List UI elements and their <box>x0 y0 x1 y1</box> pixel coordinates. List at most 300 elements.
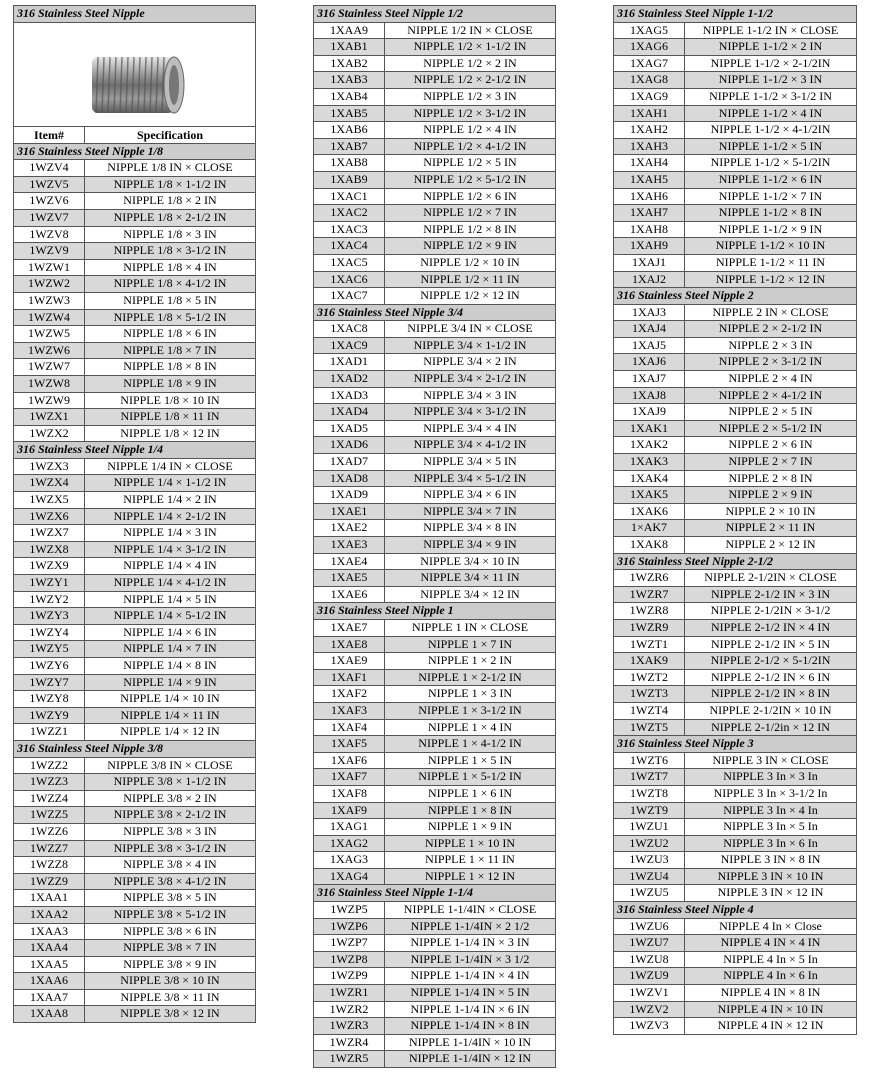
item-number: 1XAB2 <box>314 56 385 72</box>
section-title: 316 Stainless Steel Nipple 2-1/2 <box>614 554 856 571</box>
item-number: 1XAC3 <box>314 222 385 238</box>
specification: NIPPLE 1/4 IN × CLOSE <box>107 458 233 473</box>
table-row <box>14 243 255 260</box>
table-row <box>14 641 255 658</box>
specification: NIPPLE 3/8 × 3-1/2 IN <box>113 840 227 855</box>
specification: NIPPLE 1/2 × 7 IN <box>423 205 517 220</box>
item-number: 1WZX3 <box>14 459 85 475</box>
specification: NIPPLE 2-1/2IN × 10 IN <box>709 702 832 717</box>
specification: NIPPLE 2 × 5 IN <box>728 404 813 419</box>
section-title: 316 Stainless Steel Nipple 3/4 <box>314 305 555 322</box>
table-row <box>14 359 255 376</box>
specification: NIPPLE 1-1/4IN × CLOSE <box>403 902 537 917</box>
specification: NIPPLE 3/8 × 9 IN <box>123 956 217 971</box>
table-row <box>14 625 255 642</box>
table-row <box>614 172 856 189</box>
specification: NIPPLE 1/4 × 10 IN <box>120 691 220 706</box>
specification: NIPPLE 1/8 × 5-1/2 IN <box>113 309 227 324</box>
specification: NIPPLE 1/8 IN × CLOSE <box>107 160 233 175</box>
item-number: 1XAJ9 <box>614 404 685 420</box>
item-number: 1WZR1 <box>314 985 385 1001</box>
item-number: 1WZZ4 <box>14 791 85 807</box>
specification: NIPPLE 1/4 × 7 IN <box>123 641 217 656</box>
item-number: 1XAC7 <box>314 288 385 304</box>
item-number: 1WZW9 <box>14 393 85 409</box>
table-row <box>314 819 555 836</box>
specification: NIPPLE 3/4 × 11 IN <box>420 570 520 585</box>
table-row <box>614 1002 856 1019</box>
item-number: 1WZP6 <box>314 919 385 935</box>
specification: NIPPLE 1/2 × 1-1/2 IN <box>413 39 527 54</box>
specification: NIPPLE 3/4 × 7 IN <box>423 503 517 518</box>
table-row <box>614 803 856 820</box>
specification: NIPPLE 2-1/2 IN × 6 IN <box>710 669 831 684</box>
item-number: 1XAF5 <box>314 736 385 752</box>
specification: NIPPLE 1/2 × 5-1/2 IN <box>413 171 527 186</box>
item-number: 1XAA6 <box>14 973 85 989</box>
item-number: 1WZU9 <box>614 968 685 984</box>
specification: NIPPLE 3/4 × 4 IN <box>423 420 517 435</box>
specification: NIPPLE 1 × 7 IN <box>427 636 513 651</box>
table-row <box>314 255 555 272</box>
item-number: 1XAH2 <box>614 122 685 138</box>
item-number: 1WZT7 <box>614 769 685 785</box>
item-number: 1XAH9 <box>614 238 685 254</box>
item-number: 1XAK9 <box>614 653 685 669</box>
item-number: 1WZR8 <box>614 603 685 619</box>
item-number: 1WZY6 <box>14 658 85 674</box>
table-row <box>614 885 856 902</box>
specification: NIPPLE 3/4 × 3 IN <box>423 387 517 402</box>
specification: NIPPLE 2 × 11 IN <box>725 520 816 535</box>
table-row <box>614 238 856 255</box>
table-row <box>14 227 255 244</box>
section-title: 316 Stainless Steel Nipple 2 <box>614 288 856 305</box>
table-row <box>314 952 555 969</box>
item-number: 1WZR2 <box>314 1002 385 1018</box>
specification: NIPPLE 1/2 × 11 IN <box>420 271 520 286</box>
item-number: 1WZU1 <box>614 819 685 835</box>
item-number: 1XAB5 <box>314 106 385 122</box>
specification: NIPPLE 2 × 12 IN <box>725 537 816 551</box>
specification: NIPPLE 1-1/4 IN × 5 IN <box>410 985 530 1000</box>
item-number: 1WZW7 <box>14 359 85 375</box>
item-number: 1×AK7 <box>614 520 685 536</box>
item-number: 1WZU6 <box>614 919 685 935</box>
item-number: 1WZT8 <box>614 786 685 802</box>
specification: NIPPLE 1/8 × 3-1/2 IN <box>113 243 227 258</box>
specification: NIPPLE 1/2 × 3-1/2 IN <box>413 105 527 120</box>
item-number: 1WZX4 <box>14 475 85 491</box>
table-row <box>14 724 255 741</box>
column-1 <box>13 5 256 1023</box>
specification: NIPPLE 2 × 4 IN <box>728 371 813 386</box>
specification: NIPPLE 4 IN × 10 IN <box>717 1001 824 1016</box>
table-row <box>14 492 255 509</box>
table-row <box>314 769 555 786</box>
item-number: 1WZX7 <box>14 525 85 541</box>
table-row <box>614 985 856 1002</box>
table-row <box>314 720 555 737</box>
table-row <box>614 155 856 172</box>
table-row <box>14 558 255 575</box>
item-number: 1XAD1 <box>314 354 385 370</box>
item-number: 1WZP9 <box>314 968 385 984</box>
table-row <box>14 675 255 692</box>
table-row <box>614 968 856 985</box>
table-row <box>314 753 555 770</box>
specification: NIPPLE 2-1/2 IN × 8 IN <box>710 686 831 701</box>
table-row <box>314 122 555 139</box>
section-title: 316 Stainless Steel Nipple 1/4 <box>14 442 255 459</box>
table-row <box>314 404 555 421</box>
specification: NIPPLE 1/8 × 3 IN <box>123 226 217 241</box>
specification: NIPPLE 3/8 × 6 IN <box>123 923 217 938</box>
item-number: 1XAA4 <box>14 940 85 956</box>
item-number: 1WZZ2 <box>14 758 85 774</box>
specification: NIPPLE 3 In × 6 In <box>723 835 818 850</box>
item-number: 1WZW3 <box>14 293 85 309</box>
specification: NIPPLE 1/8 × 6 IN <box>123 326 217 341</box>
item-number: 1WZU7 <box>614 935 685 951</box>
specification: NIPPLE 1/4 × 4 IN <box>123 558 217 573</box>
specification: NIPPLE 3/8 × 4 IN <box>123 857 217 872</box>
table-row <box>614 753 856 770</box>
item-number: 1WZW1 <box>14 260 85 276</box>
table-row <box>14 409 255 426</box>
item-number: 1XAH3 <box>614 139 685 155</box>
table-row <box>614 56 856 73</box>
item-number: 1XAB8 <box>314 155 385 171</box>
specification: NIPPLE 1-1/4IN × 3 1/2 <box>410 951 530 966</box>
table-row <box>314 985 555 1002</box>
table-header <box>14 127 255 144</box>
table-row <box>614 637 856 654</box>
table-row <box>614 769 856 786</box>
item-number: 1XAA8 <box>14 1006 85 1022</box>
product-image <box>14 23 255 127</box>
specification: NIPPLE 4 IN × 8 IN <box>720 985 821 1000</box>
table-row <box>314 703 555 720</box>
table-row <box>614 670 856 687</box>
table-row <box>314 803 555 820</box>
item-number: 1XAE4 <box>314 554 385 570</box>
table-row <box>614 321 856 338</box>
specification: NIPPLE 1 × 4-1/2 IN <box>418 736 522 751</box>
table-row <box>314 919 555 936</box>
table-row <box>614 255 856 272</box>
table-row <box>314 487 555 504</box>
specification: NIPPLE 3/4 × 5 IN <box>423 454 517 469</box>
specification: NIPPLE 1-1/4 IN × 6 IN <box>410 1001 530 1016</box>
item-number: 1WZT5 <box>614 720 685 736</box>
item-number: 1XAH8 <box>614 222 685 238</box>
specification: NIPPLE 1 × 11 IN <box>425 852 515 867</box>
item-number: 1WZT4 <box>614 703 685 719</box>
specification: NIPPLE 3/8 × 10 IN <box>120 973 220 988</box>
item-number: 1WZV8 <box>14 227 85 243</box>
specification: NIPPLE 1/2 × 12 IN <box>420 288 520 303</box>
table-row <box>314 39 555 56</box>
specification: NIPPLE 1/2 × 5 IN <box>423 155 517 170</box>
item-header: Item# <box>14 127 85 143</box>
specification: NIPPLE 1/8 × 2 IN <box>123 193 217 208</box>
item-number: 1XAC8 <box>314 321 385 337</box>
item-number: 1XAF3 <box>314 703 385 719</box>
specification: NIPPLE 3 In × 5 In <box>723 819 818 834</box>
specification: NIPPLE 1 × 5-1/2 IN <box>418 769 522 784</box>
specification: NIPPLE 1-1/2 IN × CLOSE <box>702 22 839 37</box>
item-number: 1XAK8 <box>614 537 685 553</box>
specification: NIPPLE 1-1/2 × 11 IN <box>716 254 825 269</box>
item-number: 1XAA5 <box>14 957 85 973</box>
specification: NIPPLE 2 × 7 IN <box>728 454 813 469</box>
item-number: 1XAD5 <box>314 421 385 437</box>
item-number: 1XAE7 <box>314 620 385 636</box>
table-row <box>14 907 255 924</box>
item-number: 1WZV3 <box>614 1018 685 1034</box>
table-row <box>14 542 255 559</box>
specification: NIPPLE 1/8 × 1-1/2 IN <box>113 176 227 191</box>
item-number: 1XAD2 <box>314 371 385 387</box>
table-row <box>614 371 856 388</box>
table-row <box>614 869 856 886</box>
table-row <box>314 56 555 73</box>
item-number: 1XAJ1 <box>614 255 685 271</box>
item-number: 1WZY2 <box>14 592 85 608</box>
item-number: 1WZR5 <box>314 1051 385 1067</box>
specification: NIPPLE 2-1/2IN × CLOSE <box>704 570 837 585</box>
item-number: 1WZZ8 <box>14 857 85 873</box>
table-row <box>614 23 856 40</box>
specification: NIPPLE 2-1/2 IN × 4 IN <box>710 619 831 634</box>
item-number: 1XAD9 <box>314 487 385 503</box>
specification: NIPPLE 1 × 6 IN <box>427 785 513 800</box>
specification: NIPPLE 1 × 2 IN <box>427 653 513 668</box>
specification: NIPPLE 1/2 × 9 IN <box>423 238 517 253</box>
specification: NIPPLE 1/4 × 12 IN <box>120 724 220 739</box>
table-row <box>614 1018 856 1035</box>
specification: NIPPLE 3/4 × 2 IN <box>423 354 517 369</box>
table-row <box>314 968 555 985</box>
item-number: 1WZW8 <box>14 376 85 392</box>
item-number: 1XAC9 <box>314 338 385 354</box>
specification: NIPPLE 1-1/2 × 4 IN <box>718 105 823 120</box>
item-number: 1WZV4 <box>14 160 85 176</box>
item-number: 1WZT9 <box>614 803 685 819</box>
table-row <box>14 177 255 194</box>
specification: NIPPLE 1/8 × 9 IN <box>123 375 217 390</box>
item-number: 1XAD8 <box>314 471 385 487</box>
specification: NIPPLE 3 In × 4 In <box>723 802 818 817</box>
specification: NIPPLE 4 In × Close <box>719 918 822 933</box>
table-row <box>14 592 255 609</box>
specification: NIPPLE 1-1/2 × 2 IN <box>718 39 823 54</box>
table-row <box>314 902 555 919</box>
table-row <box>314 272 555 289</box>
item-number: 1XAH6 <box>614 189 685 205</box>
table-row <box>614 720 856 737</box>
item-number: 1XAJ3 <box>614 305 685 321</box>
specification: NIPPLE 1 × 12 IN <box>424 868 516 883</box>
item-number: 1XAG9 <box>614 89 685 105</box>
table-row <box>314 869 555 886</box>
specification: NIPPLE 3/8 × 5-1/2 IN <box>113 906 227 921</box>
table-row <box>14 608 255 625</box>
specification: NIPPLE 1/4 × 6 IN <box>123 624 217 639</box>
table-row <box>314 72 555 89</box>
item-number: 1WZY9 <box>14 708 85 724</box>
table-row <box>314 172 555 189</box>
table-row <box>614 205 856 222</box>
item-number: 1XAE3 <box>314 537 385 553</box>
item-number: 1XAB1 <box>314 39 385 55</box>
table-row <box>14 293 255 310</box>
specification: NIPPLE 1-1/2 × 7 IN <box>718 188 823 203</box>
table-row <box>314 1035 555 1052</box>
table-row <box>14 575 255 592</box>
table-row <box>14 326 255 343</box>
table-row <box>14 525 255 542</box>
item-number: 1WZW4 <box>14 310 85 326</box>
item-number: 1XAF1 <box>314 670 385 686</box>
specification: NIPPLE 2 IN × CLOSE <box>712 304 829 319</box>
specification: NIPPLE 1 × 5 IN <box>427 752 513 767</box>
table-row <box>614 421 856 438</box>
item-number: 1WZY1 <box>14 575 85 591</box>
table-row <box>14 990 255 1007</box>
item-number: 1XAG6 <box>614 39 685 55</box>
specification: NIPPLE 3 IN × CLOSE <box>712 752 829 767</box>
table-row <box>614 404 856 421</box>
table-row <box>314 786 555 803</box>
table-row <box>314 1018 555 1035</box>
specification: NIPPLE 1 × 3-1/2 IN <box>418 702 522 717</box>
table-row <box>314 670 555 687</box>
specification: NIPPLE 3/4 IN × CLOSE <box>407 321 533 336</box>
item-number: 1XAA3 <box>14 924 85 940</box>
table-row <box>314 504 555 521</box>
table-row <box>614 620 856 637</box>
table-row <box>614 471 856 488</box>
specification: NIPPLE 1-1/2 × 2-1/2IN <box>710 55 831 70</box>
item-number: 1XAG8 <box>614 72 685 88</box>
item-number: 1XAK3 <box>614 454 685 470</box>
item-number: 1XAG7 <box>614 56 685 72</box>
table-row <box>14 658 255 675</box>
item-number: 1WZY8 <box>14 691 85 707</box>
specification: NIPPLE 3/8 × 11 IN <box>120 989 220 1004</box>
table-row <box>14 708 255 725</box>
table-row <box>314 471 555 488</box>
table-row <box>14 343 255 360</box>
table-row <box>314 23 555 40</box>
specification: NIPPLE 1/4 × 8 IN <box>123 658 217 672</box>
item-number: 1XAF7 <box>314 769 385 785</box>
table-row <box>314 935 555 952</box>
table-row <box>314 736 555 753</box>
specification: NIPPLE 3/4 × 1-1/2 IN <box>413 337 527 352</box>
table-row <box>14 691 255 708</box>
specification: NIPPLE 1/4 × 4-1/2 IN <box>113 575 227 590</box>
item-number: 1WZZ6 <box>14 824 85 840</box>
item-number: 1XAE9 <box>314 653 385 669</box>
table-row <box>314 89 555 106</box>
specification: NIPPLE 3/8 × 5 IN <box>123 890 217 905</box>
item-number: 1WZT2 <box>614 670 685 686</box>
table-row <box>14 774 255 791</box>
specification: NIPPLE 1/8 × 4-1/2 IN <box>113 276 227 291</box>
item-number: 1XAK6 <box>614 504 685 520</box>
item-number: 1WZV5 <box>14 177 85 193</box>
table-row <box>614 487 856 504</box>
item-number: 1XAF8 <box>314 786 385 802</box>
item-number: 1XAE8 <box>314 637 385 653</box>
item-number: 1XAE5 <box>314 570 385 586</box>
table-row <box>14 857 255 874</box>
specification: NIPPLE 1/8 × 4 IN <box>123 259 217 274</box>
specification: NIPPLE 1 × 10 IN <box>424 835 516 850</box>
table-row <box>314 205 555 222</box>
item-number: 1WZU3 <box>614 852 685 868</box>
item-number: 1XAB6 <box>314 122 385 138</box>
table-row <box>314 189 555 206</box>
section-title: 316 Stainless Steel Nipple 1-1/4 <box>314 885 555 902</box>
specification: NIPPLE 4 IN × 12 IN <box>717 1018 824 1033</box>
specification: NIPPLE 1-1/2 × 5-1/2IN <box>710 155 831 170</box>
table-row <box>14 791 255 808</box>
table-row <box>14 459 255 476</box>
specification: NIPPLE 1/4 × 5 IN <box>123 591 217 606</box>
specification: NIPPLE 2 × 10 IN <box>725 503 816 518</box>
specification: NIPPLE 3/4 × 4-1/2 IN <box>413 437 527 452</box>
specification: NIPPLE 3/8 × 2 IN <box>123 790 217 805</box>
column-3 <box>613 5 857 1035</box>
specification: NIPPLE 1 IN × CLOSE <box>411 619 529 634</box>
item-number: 1WZU4 <box>614 869 685 885</box>
item-number: 1WZX2 <box>14 426 85 442</box>
specification: NIPPLE 2 × 8 IN <box>728 470 813 485</box>
table-row <box>314 587 555 604</box>
table-row <box>14 276 255 293</box>
item-number: 1XAH1 <box>614 106 685 122</box>
table-row <box>314 454 555 471</box>
specification: NIPPLE 1-1/4 IN × 4 IN <box>410 968 530 983</box>
specification: NIPPLE 1-1/2 × 3 IN <box>718 72 823 87</box>
item-number: 1WZV1 <box>614 985 685 1001</box>
specification: NIPPLE 1 × 9 IN <box>427 819 513 834</box>
table-row <box>14 973 255 990</box>
item-number: 1XAK1 <box>614 421 685 437</box>
table-row <box>614 139 856 156</box>
item-number: 1WZV6 <box>14 193 85 209</box>
item-number: 1XAB9 <box>314 172 385 188</box>
item-number: 1XAC5 <box>314 255 385 271</box>
table-row <box>614 686 856 703</box>
item-number: 1XAA9 <box>314 23 385 39</box>
specification: NIPPLE 3/4 × 9 IN <box>423 537 517 551</box>
column-1-body <box>14 144 255 1023</box>
specification: NIPPLE 1-1/2 × 6 IN <box>718 171 823 186</box>
table-row <box>614 222 856 239</box>
column-3-body <box>614 6 856 1035</box>
specification: NIPPLE 1/2 × 3 IN <box>423 88 517 103</box>
item-number: 1XAG3 <box>314 852 385 868</box>
specification: NIPPLE 1-1/4IN × 2 1/2 <box>410 918 530 933</box>
specification: NIPPLE 3/8 × 1-1/2 IN <box>113 774 227 789</box>
specification: NIPPLE 3 In × 3-1/2 In <box>713 785 828 800</box>
table-row <box>614 703 856 720</box>
